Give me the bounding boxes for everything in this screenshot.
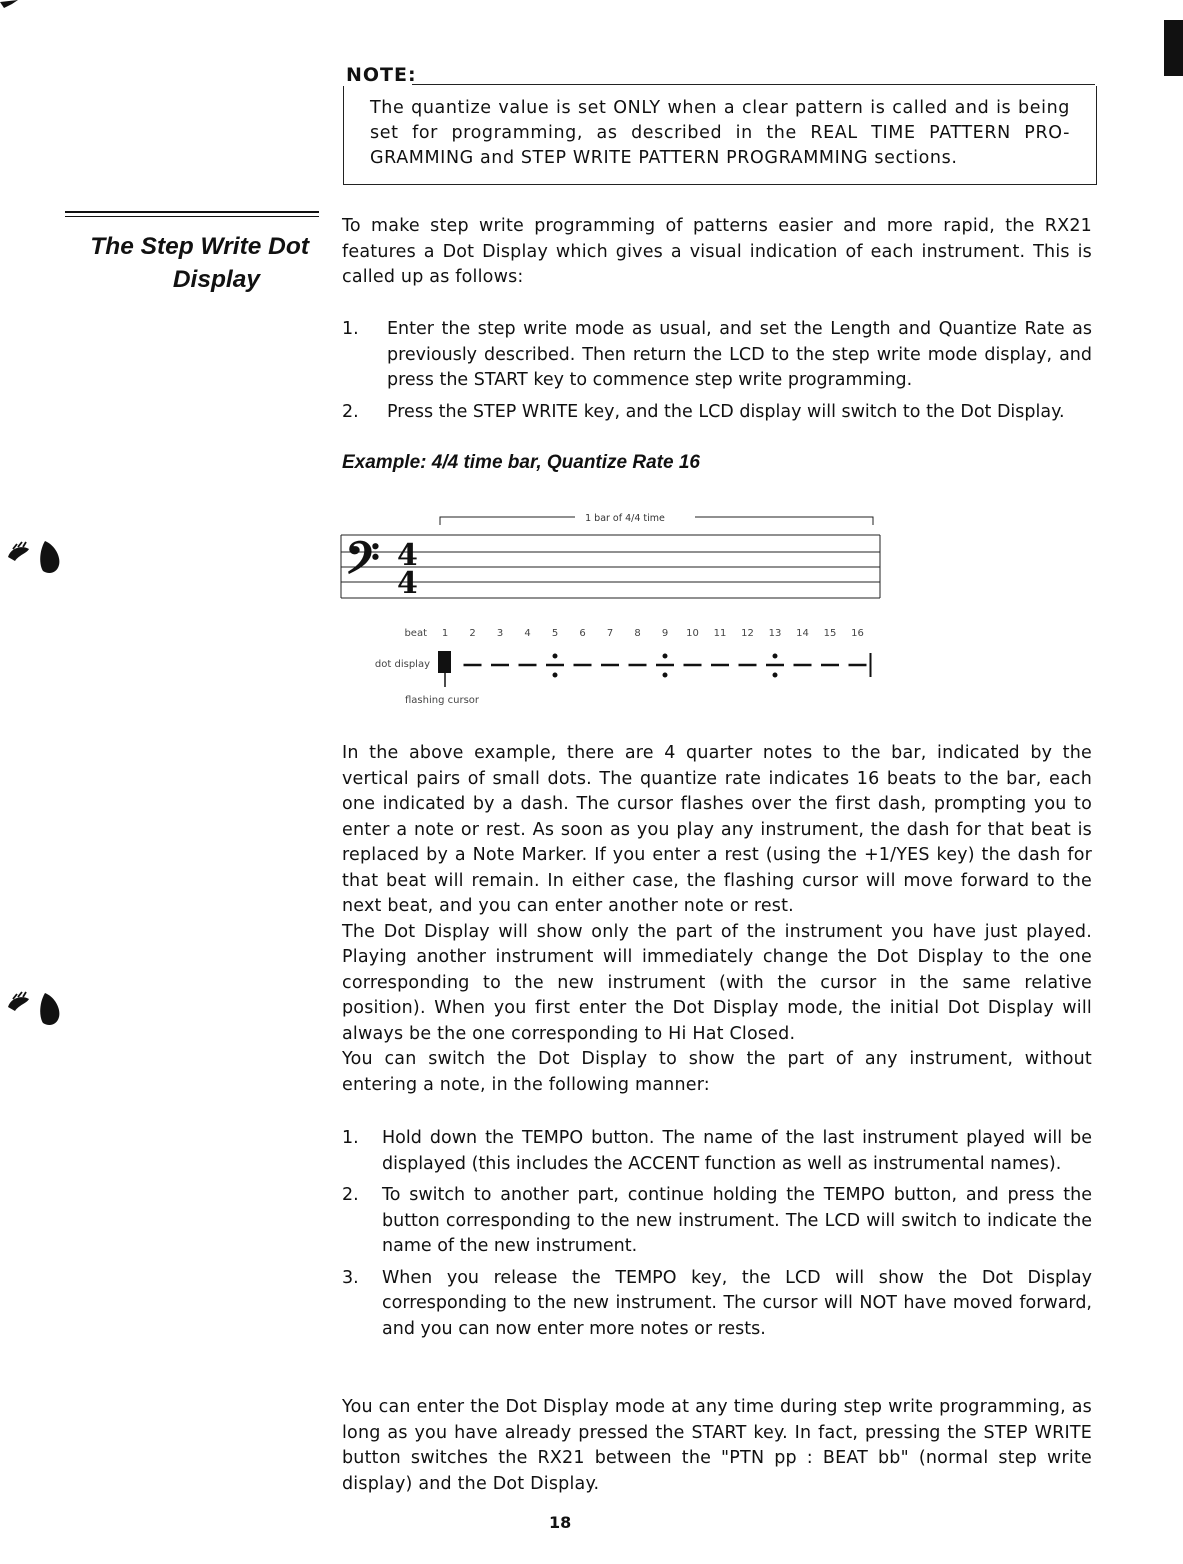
paragraph: In the above example, there are 4 quarter notes to the bar, indicated by the vertical pairs of small dots. The quantize rate indicates 16 beats to the bar, each one indicated by a dash. The cursor flashes over the first dash, prompting you to enter a note or rest. As soon as you play any instrument, the dash for that beat is replaced by a Note Marker. If you enter a rest (using the +1/YES key) the dash for that beat will remain. In either case, the flashing cursor will move forward to the next beat, and you can enter another note or rest. — [342, 743, 1092, 916]
list-item-number: 1. — [342, 1128, 359, 1148]
quarter-note-dot — [663, 673, 668, 678]
pointing-hand-icon — [5, 985, 65, 1030]
beat-number: 7 — [606, 628, 614, 639]
beat-number: 6 — [579, 628, 586, 639]
dot-row — [438, 651, 871, 687]
time-signature-bottom: 4 — [397, 566, 418, 601]
section-title — [55, 230, 309, 296]
list-item-text: To switch to another part, continue holding the TEMPO button, and press the button corresponding to the new instrument. The LCD will switch to indicate the name of the new instrument. — [382, 1185, 1092, 1256]
quarter-note-dot — [553, 654, 558, 659]
steps-list-1 — [342, 317, 1092, 431]
paragraph: You can switch the Dot Display to show the part of any instrument, without entering a note, in the following manner: — [342, 1049, 1092, 1095]
example-heading: Example: 4/4 time bar, Quantize Rate 16 — [342, 452, 700, 473]
quarter-note-dot — [773, 673, 778, 678]
list-item — [342, 317, 1092, 394]
list-item — [342, 1183, 1092, 1260]
body-paragraphs — [342, 741, 1092, 1098]
time-signature-top: 4 — [397, 538, 418, 573]
list-item-number: 3. — [342, 1267, 359, 1288]
beat-number: 14 — [796, 628, 809, 639]
flashing-cursor-label: flashing cursor — [405, 695, 480, 706]
list-item — [342, 1126, 1092, 1177]
paragraph: The Dot Display will show only the part of the instrument you have just played. Playing another instrument will immediately change the Dot Display to the one corresponding to the new instrument (with the cursor in the same relative position). When you first enter the Dot Display mode, the initial Dot Display will always be the one corresponding to Hi Hat Closed. — [342, 921, 1092, 1044]
beat-number: 4 — [524, 628, 531, 639]
beat-number: 3 — [496, 628, 504, 639]
bass-clef-icon: 𝄢 — [345, 531, 380, 595]
list-item-number: 2. — [342, 1185, 359, 1205]
beat-label: beat — [404, 628, 427, 639]
list-item — [342, 400, 1092, 426]
list-item — [342, 1266, 1092, 1343]
bar-label: 1 bar of 4/4 time — [585, 513, 665, 524]
beat-number: 16 — [851, 628, 864, 639]
bar-bracket-left — [440, 517, 575, 525]
beat-number: 1 — [441, 628, 449, 639]
list-item-number: 2. — [342, 401, 359, 422]
list-item-text: Press the STEP WRITE key, and the LCD display will switch to the Dot Display. — [387, 401, 1065, 422]
corner-mark — [0, 0, 20, 10]
section-title-line1: The Step Write Dot — [90, 233, 309, 260]
intro-paragraph: To make step write programming of patterns easier and more rapid, the RX21 features a Dot Display which gives a visual indication of each instrument. This is called up as follows: — [342, 216, 1092, 287]
note-text: The quantize value is set ONLY when a clear pattern is called and is being set for programming, as described in the REAL TIME PATTERN PRO-GRAMMING and STEP WRITE PATTERN PROGRAMMING sections. — [370, 98, 1070, 168]
list-item-text: Hold down the TEMPO button. The name of the last instrument played will be displayed (this includes the ACCENT function as well as instrumental names). — [382, 1128, 1092, 1174]
steps-list-2 — [342, 1126, 1092, 1348]
staff — [341, 535, 880, 598]
edge-tab — [1164, 20, 1183, 76]
note-label: NOTE: — [346, 64, 417, 86]
dot-display-label: dot display — [374, 659, 430, 670]
pointing-hand-icon — [5, 535, 65, 580]
quarter-note-dot — [663, 654, 668, 659]
beat-number: 9 — [661, 628, 669, 639]
beat-number: 12 — [741, 628, 754, 639]
flashing-cursor — [438, 651, 451, 673]
section-title-line2: Display — [172, 266, 260, 293]
beat-number: 11 — [713, 628, 727, 639]
bar-bracket-right — [695, 517, 873, 525]
beat-number: 15 — [823, 628, 837, 639]
list-item-text: When you release the TEMPO key, the LCD will show the Dot Display corresponding to the new instrument. The cursor will NOT have moved forward, and you can now enter more notes or rests. — [382, 1267, 1092, 1339]
list-item-text: Enter the step write mode as usual, and set the Length and Quantize Rate as previously described. Then return the LCD to the step write mode display, and press the START key to commence step write programming. — [387, 319, 1092, 390]
heading-rule-thin — [65, 216, 319, 217]
note-topline — [412, 84, 1095, 85]
beat-numbers — [442, 628, 864, 639]
closing-paragraph: You can enter the Dot Display mode at any time during step write programming, as long as you have already pressed the START key. In fact, pressing the STEP WRITE button switches the RX21 between the "PTN pp : BEAT bb" (normal step write display) and the Dot Display. — [342, 1397, 1092, 1494]
heading-rule — [65, 211, 319, 213]
list-item-number: 1. — [342, 319, 359, 339]
dot-display-diagram — [335, 505, 895, 710]
quarter-note-dot — [773, 654, 778, 659]
quarter-note-dot — [553, 673, 558, 678]
beat-number: 13 — [768, 628, 782, 639]
page-number: 18 — [549, 1513, 572, 1532]
beat-number: 2 — [469, 628, 476, 639]
beat-number: 5 — [551, 628, 559, 639]
beat-number: 8 — [634, 628, 641, 639]
beat-number: 10 — [686, 628, 699, 639]
